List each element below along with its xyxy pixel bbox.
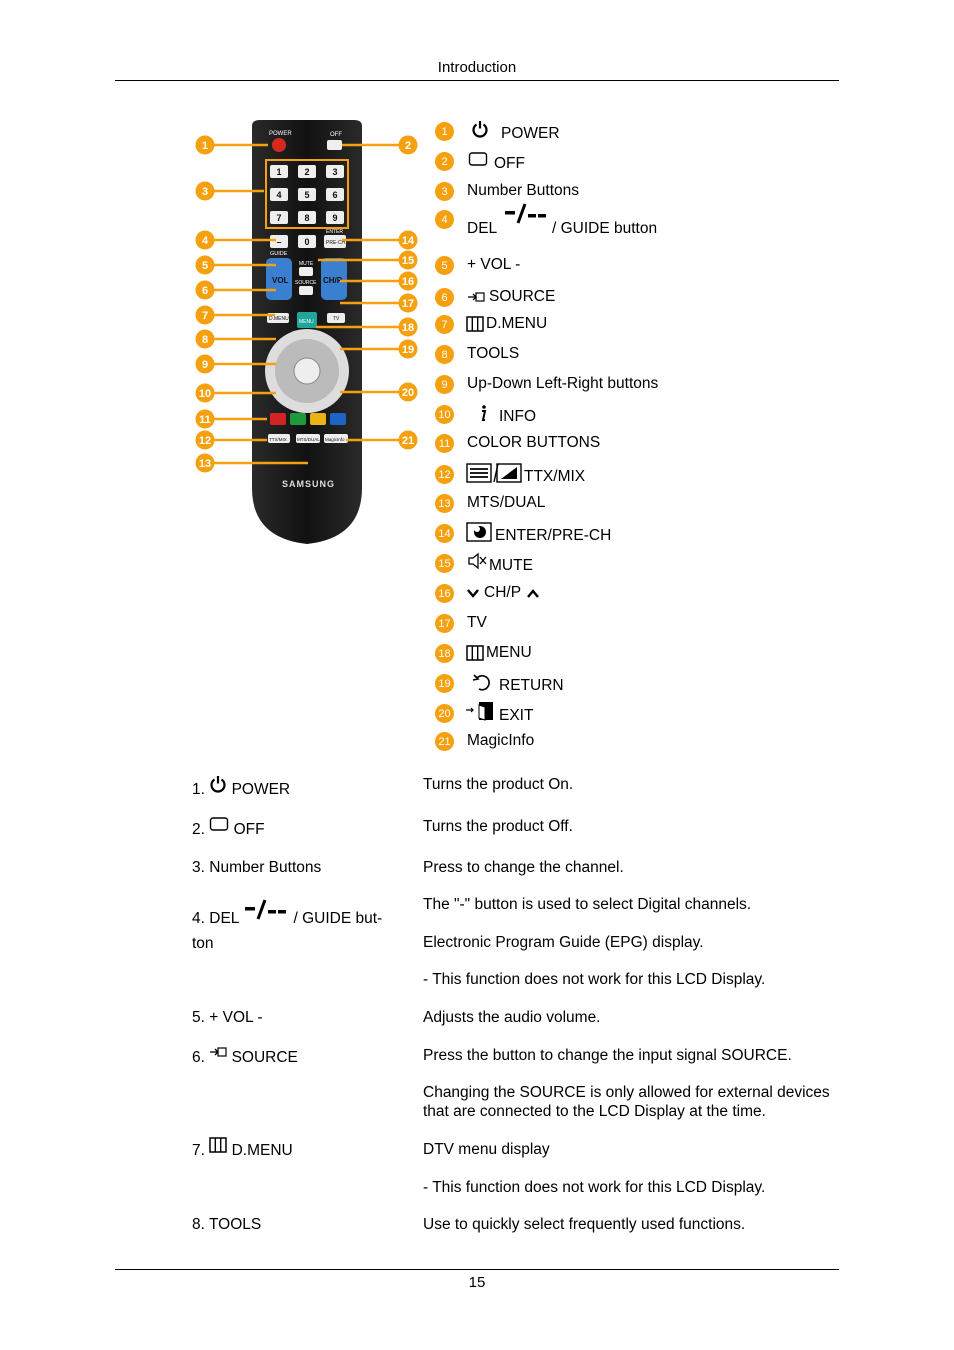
legend-item-8: [435, 343, 735, 367]
remote-key-label: –: [276, 237, 282, 247]
legend-label: POWER: [501, 125, 560, 142]
remote-off-text: OFF: [330, 132, 342, 138]
remote-key-label: 6: [332, 190, 338, 200]
row-number: 1.: [192, 781, 205, 799]
legend-number-badge: 15: [435, 554, 454, 573]
remote-menu-text: MENU: [299, 319, 314, 325]
row-label-prefix: DEL: [209, 910, 239, 928]
exit-icon: [465, 701, 495, 721]
table-row-label-3: [192, 858, 397, 878]
legend-item-17: [435, 612, 735, 636]
remote-key-label: 7: [276, 213, 282, 223]
remote-prech-text: PRE-CH: [326, 240, 346, 246]
callout-number: 1: [201, 140, 209, 152]
mute-icon: [467, 552, 487, 570]
legend-number-badge: 16: [435, 584, 454, 603]
remote-dmenu-text: D.MENU: [269, 316, 289, 322]
table-row-description: Turns the product On.: [423, 776, 574, 793]
legend-number-badge: 8: [435, 345, 454, 364]
row-number: 2.: [192, 821, 205, 839]
legend-item-6: [435, 286, 735, 310]
legend-number-badge: 12: [435, 465, 454, 484]
legend-number-badge: 21: [435, 732, 454, 751]
enter-prech-icon: [466, 522, 492, 542]
table-row-description: Changing the SOURCE is only allowed for external devices: [423, 1084, 830, 1101]
row-number: 8.: [192, 1216, 205, 1233]
callout-number: 5: [201, 260, 209, 272]
remote-key-label: 5: [304, 190, 310, 200]
remote-control-illustration: [190, 118, 430, 548]
remote-mute-text: MUTE: [299, 261, 314, 267]
legend-item-16: [435, 582, 735, 606]
callout-number: 10: [198, 388, 212, 400]
table-row-description: Electronic Program Guide (EPG) display.: [423, 934, 704, 951]
remote-source-button: [299, 286, 313, 295]
callout-number: 16: [401, 276, 415, 288]
remote-guide-text: GUIDE: [270, 251, 288, 257]
callout-number: 17: [401, 298, 415, 310]
remote-power-text: POWER: [269, 131, 292, 137]
callout-number: 20: [401, 387, 415, 399]
row-number: 4.: [192, 910, 205, 928]
legend-number-badge: 13: [435, 494, 454, 513]
legend-number-badge: 18: [435, 644, 454, 663]
callout-number: 12: [198, 435, 212, 447]
table-row-description: Press to change the channel.: [423, 859, 624, 876]
table-row-label-1: [192, 778, 397, 802]
remote-vol-text: VOL: [272, 276, 289, 285]
legend-label: RETURN: [499, 677, 564, 694]
legend-number-badge: 11: [435, 434, 454, 453]
legend-item-4: [435, 208, 735, 237]
row-label: / GUIDE but-: [293, 910, 383, 928]
remote-red-button: [270, 413, 286, 425]
legend-item-13: [435, 492, 735, 516]
legend-item-18: [435, 642, 735, 666]
row-label: + VOL -: [209, 1009, 263, 1026]
chevron-down-icon: [466, 587, 480, 599]
table-row-description: - This function does not work for this LCD Display.: [423, 1179, 766, 1196]
callout-number: 9: [201, 359, 209, 371]
table-row-label-5: [192, 1008, 397, 1028]
page-number: 15: [468, 1274, 486, 1291]
callout-number: 4: [201, 235, 209, 247]
table-row-label-8: [192, 1215, 397, 1235]
source-icon: [209, 1045, 227, 1065]
row-number: 3.: [192, 859, 205, 876]
legend-number-badge: 6: [435, 288, 454, 307]
remote-blue-button: [330, 413, 346, 425]
remote-enter-text: ENTER: [326, 229, 343, 235]
power-icon: [209, 775, 227, 799]
row-label: TOOLS: [208, 1216, 262, 1233]
legend-label: + VOL -: [467, 256, 521, 273]
remote-power-button: [272, 138, 286, 152]
legend-number-badge: 10: [435, 405, 454, 424]
del-guide-icon: [503, 202, 549, 226]
callout-number: 3: [201, 186, 209, 198]
remote-brand-logo: SAMSUNG: [282, 479, 336, 489]
remote-key-label: 1: [276, 167, 282, 177]
row-label: Number Buttons: [209, 859, 322, 876]
legend-label: Number Buttons: [467, 182, 579, 199]
callout-number: 14: [401, 235, 415, 247]
legend-number-badge: 14: [435, 524, 454, 543]
remote-mute-button: [299, 267, 313, 276]
callout-number: 19: [401, 344, 415, 356]
remote-dpad-center: [294, 358, 320, 384]
remote-tv-text: TV: [333, 316, 340, 322]
row-label-continued: ton: [192, 935, 214, 952]
row-label: POWER: [231, 781, 291, 799]
legend-item-19: [435, 672, 735, 696]
legend-item-21: [435, 730, 735, 754]
legend-label: SOURCE: [489, 288, 556, 305]
legend-item-20: [435, 702, 735, 726]
callout-number: 13: [198, 458, 212, 470]
table-row-description: Turns the product Off.: [423, 818, 573, 835]
callout-number: 21: [401, 435, 415, 447]
ttx-mix-icon: [466, 463, 522, 483]
menu-icon: [466, 316, 484, 332]
legend-item-9: [435, 373, 735, 397]
legend-item-7: [435, 313, 735, 337]
header-rule: [115, 80, 839, 81]
menu-icon: [466, 645, 484, 661]
callout-number: 8: [201, 334, 209, 346]
row-number: 7.: [192, 1142, 205, 1160]
table-row-label-7: [192, 1140, 397, 1162]
legend-number-badge: 17: [435, 614, 454, 633]
table-row-label-4: [192, 904, 397, 954]
source-icon: [467, 290, 485, 304]
legend-label-prefix: DEL: [467, 220, 498, 237]
menu-icon: [209, 1137, 227, 1159]
legend-item-2: [435, 150, 735, 174]
legend-label: CH/P: [484, 584, 522, 601]
remote-key-label: 4: [276, 190, 282, 200]
legend-label: MUTE: [489, 557, 533, 574]
legend-label: MENU: [486, 644, 532, 661]
callout-number: 6: [201, 285, 209, 297]
table-row-description: Press the button to change the input signal SOURCE.: [423, 1047, 792, 1064]
remote-magicinfo-text: MagicInfo: [325, 437, 345, 442]
return-icon: [471, 672, 493, 692]
table-row-description: Adjusts the audio volume.: [423, 1009, 601, 1026]
remote-source-text: SOURCE: [295, 280, 317, 286]
table-row-label-6: [192, 1048, 397, 1068]
chevron-up-icon: [526, 588, 540, 600]
legend-label: D.MENU: [486, 315, 548, 332]
legend-label: EXIT: [499, 707, 534, 724]
legend-number-badge: 7: [435, 315, 454, 334]
off-icon: [209, 816, 229, 838]
table-row-description: Use to quickly select frequently used functions.: [423, 1216, 746, 1233]
table-row-description: that are connected to the LCD Display at the time.: [423, 1103, 766, 1120]
legend-label: Up-Down Left-Right buttons: [467, 375, 659, 392]
remote-ttx-text: TTX/MIX: [269, 437, 287, 442]
legend-label: MagicInfo: [467, 732, 535, 749]
table-row-description: DTV menu display: [423, 1141, 550, 1158]
table-row-description: - This function does not work for this LCD Display.: [423, 971, 766, 988]
legend-number-badge: 20: [435, 704, 454, 723]
page-header-title: Introduction: [437, 59, 517, 76]
remote-key-label: 2: [304, 167, 310, 177]
legend-item-11: [435, 432, 735, 456]
remote-chp-text: CH/P: [323, 276, 343, 285]
legend-label: / GUIDE button: [552, 220, 658, 237]
info-icon: [477, 404, 489, 424]
power-icon: [471, 120, 489, 138]
remote-key-label: 0: [304, 237, 310, 247]
off-icon: [468, 151, 488, 167]
callout-number: 15: [401, 255, 415, 267]
legend-item-5: [435, 254, 735, 278]
legend-number-badge: 19: [435, 674, 454, 693]
callout-number: 7: [201, 310, 209, 322]
legend-item-1: [435, 120, 735, 144]
remote-yellow-button: [310, 413, 326, 425]
callout-number: 2: [404, 140, 412, 152]
legend-number-badge: 2: [435, 152, 454, 171]
legend-label: MTS/DUAL: [467, 494, 546, 511]
legend-item-3: [435, 180, 735, 204]
legend-number-badge: 3: [435, 182, 454, 201]
remote-green-button: [290, 413, 306, 425]
row-label: D.MENU: [231, 1142, 293, 1160]
legend-label: OFF: [494, 155, 525, 172]
legend-number-badge: 1: [435, 122, 454, 141]
remote-key-label: 8: [304, 213, 310, 223]
legend-label: TV: [467, 614, 487, 631]
callout-number: 11: [199, 414, 211, 426]
legend-number-badge: 4: [435, 210, 454, 229]
legend-label: TTX/MIX: [524, 468, 586, 485]
legend-number-badge: 5: [435, 256, 454, 275]
remote-key-label: 3: [332, 167, 338, 177]
table-row-description: The "-" button is used to select Digital channels.: [423, 896, 752, 913]
callout-number: 18: [401, 322, 415, 334]
footer-rule: [115, 1269, 839, 1270]
legend-label: INFO: [499, 408, 537, 425]
row-label: OFF: [233, 821, 265, 839]
remote-key-label: 9: [332, 213, 338, 223]
remote-off-button: [327, 140, 342, 150]
remote-mts-text: MTS/DUAL: [297, 437, 320, 442]
legend-item-12: [435, 463, 735, 487]
table-row-label-2: [192, 819, 397, 841]
row-number: 5.: [192, 1009, 205, 1026]
del-guide-icon: [243, 898, 289, 928]
legend-label: TOOLS: [467, 345, 520, 362]
legend-item-15: [435, 552, 735, 576]
legend-number-badge: 9: [435, 375, 454, 394]
row-number: 6.: [192, 1049, 205, 1067]
row-label: SOURCE: [231, 1049, 298, 1067]
legend-item-10: [435, 403, 735, 427]
legend-label: COLOR BUTTONS: [467, 434, 601, 451]
legend-item-14: [435, 522, 735, 546]
legend-label: ENTER/PRE-CH: [495, 527, 612, 544]
